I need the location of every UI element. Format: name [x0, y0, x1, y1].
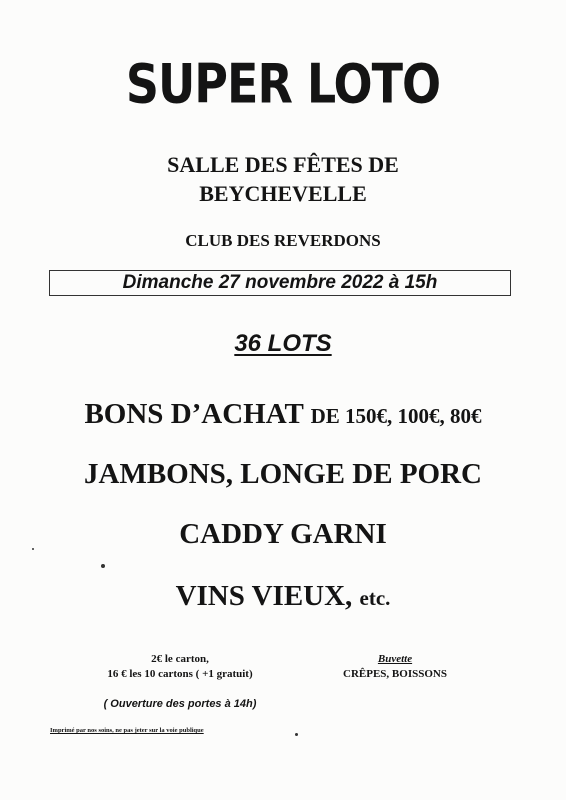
print-notice: Imprimé par nos soins, ne pas jeter sur la voie publique [50, 727, 204, 734]
lots-count [0, 330, 566, 358]
prize-vouchers-label: BONS D’ACHAT [84, 398, 304, 430]
scan-speck [295, 733, 298, 736]
prize-wines-label: VINS VIEUX, [175, 580, 353, 612]
prize-caddy: CADDY GARNI [179, 518, 387, 550]
buvette-title: Buvette [377, 653, 413, 665]
event-date-box [49, 270, 511, 296]
prize-vouchers-amounts: DE 150€, 100€, 80€ [310, 404, 482, 428]
prize-wines-etc: etc. [359, 586, 391, 610]
scan-speck [101, 564, 105, 568]
poster-title: SUPER LOTO [125, 52, 441, 116]
event-date: Dimanche 27 novembre 2022 à 15h [122, 272, 438, 293]
doors-opening: ( Ouverture des portes à 14h) [103, 698, 257, 710]
pricing [45, 652, 315, 682]
club-name: CLUB DES REVERDONS [185, 231, 381, 250]
lots-count-text: 36 LOTS [234, 330, 332, 357]
pricing-line-1: 2€ le carton, [151, 653, 209, 665]
venue-line-1: SALLE DES FÊTES DE [167, 152, 399, 177]
prize-vouchers [0, 398, 566, 431]
venue [0, 150, 566, 208]
scan-speck [32, 548, 34, 550]
pricing-line-2: 16 € les 10 cartons ( +1 gratuit) [107, 668, 253, 680]
prize-wines [0, 580, 566, 613]
venue-line-2: BEYCHEVELLE [199, 181, 367, 206]
buvette [310, 652, 480, 682]
buvette-items: CRÊPES, BOISSONS [343, 668, 447, 680]
prize-hams: JAMBONS, LONGE DE PORC [84, 458, 482, 490]
